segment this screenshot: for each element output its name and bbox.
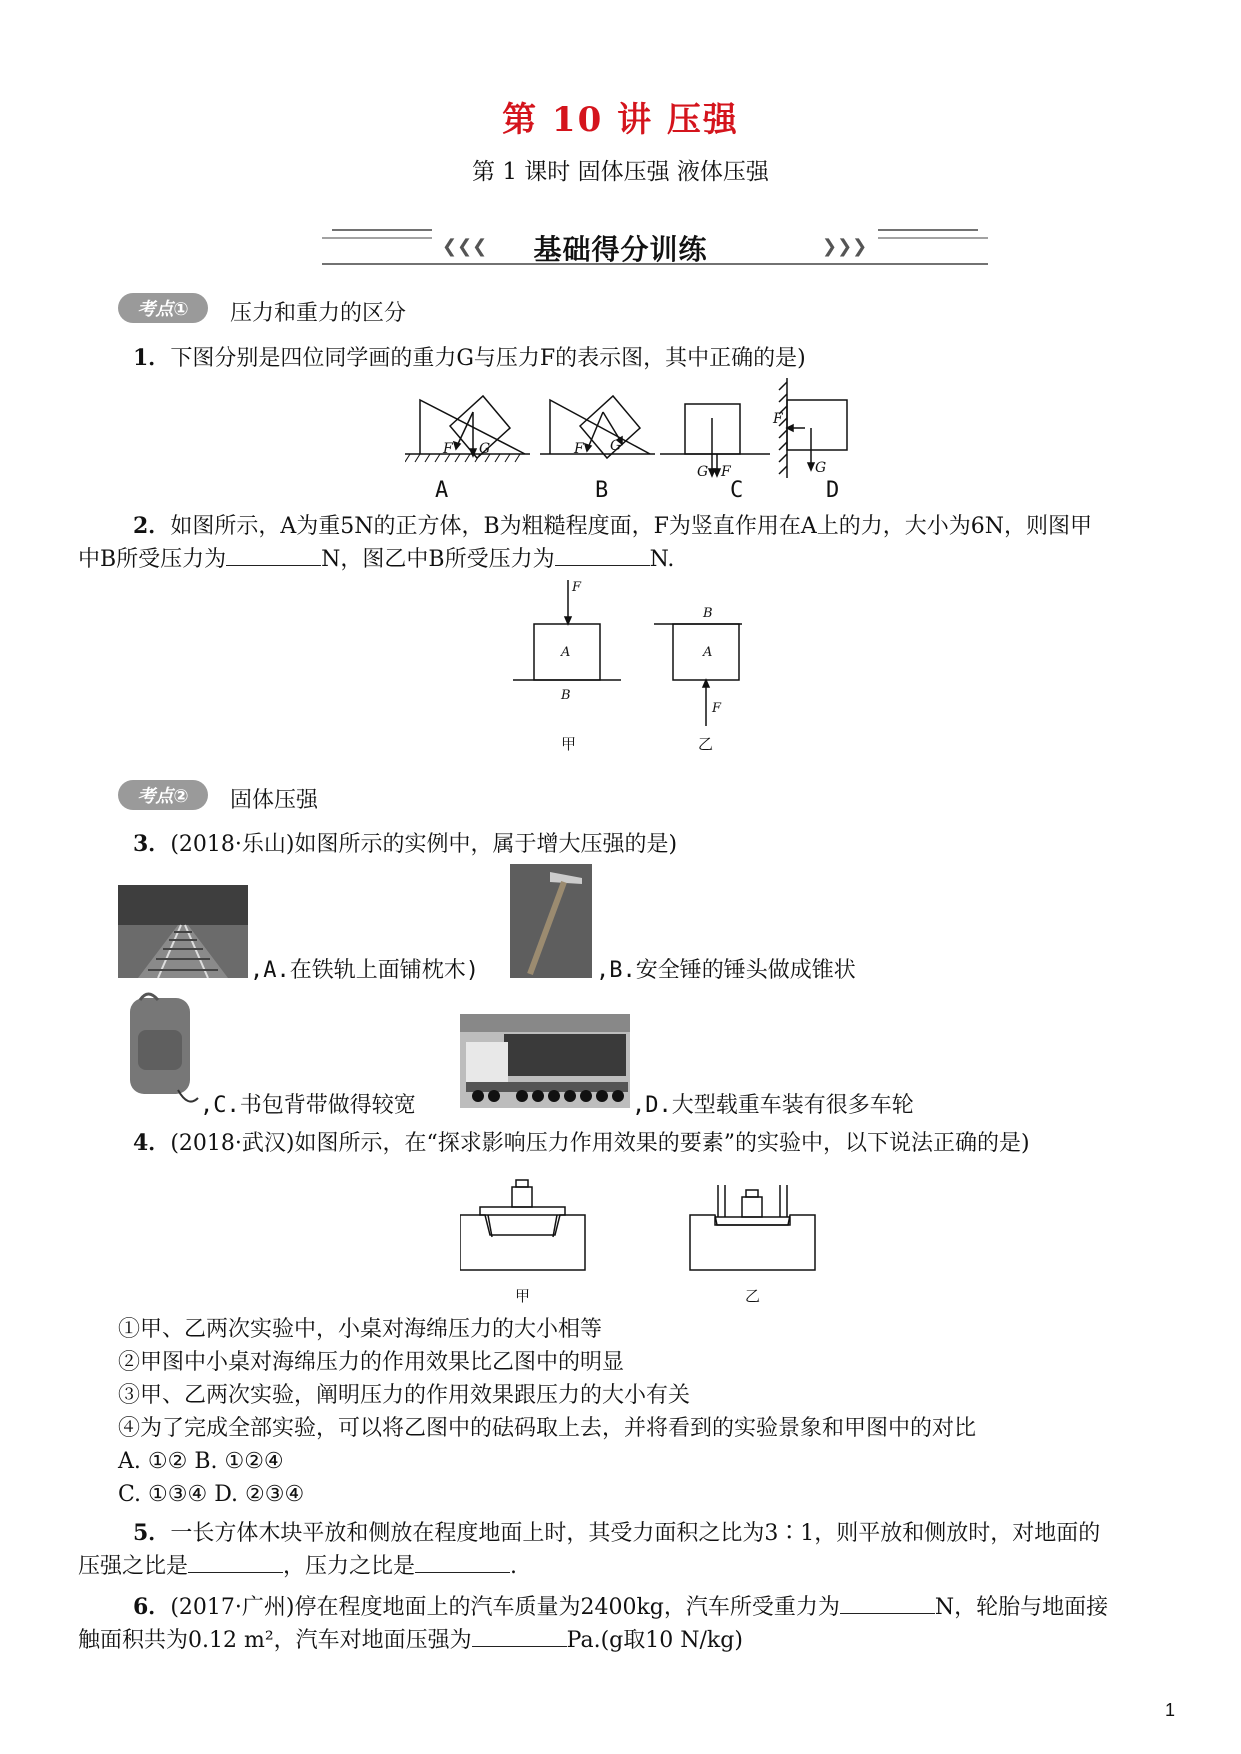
answer-blank[interactable] xyxy=(840,1593,935,1614)
question-6 xyxy=(133,1589,1193,1626)
lesson-subtitle: 第 1 课时 固体压强 液体压强 xyxy=(472,159,769,185)
fig-label-b: B xyxy=(561,688,571,703)
svg-text:❮❮❮: ❮❮❮ xyxy=(442,236,488,257)
question-2 xyxy=(133,508,1183,545)
q2-text-c: N. xyxy=(649,547,675,572)
q5-text-c: . xyxy=(510,1554,518,1579)
q6-text-b: N，轮胎与地面接 xyxy=(934,1595,1109,1620)
diagram-c xyxy=(660,404,770,480)
question-number: 1． xyxy=(133,345,171,371)
q4-statement-1: ①甲、乙两次实验中，小桌对海绵压力的大小相等 xyxy=(118,1317,603,1342)
svg-text:F: F xyxy=(574,441,584,457)
q4-statement-2: ②甲图中小桌对海绵压力的作用效果比乙图中的明显 xyxy=(118,1350,625,1375)
fig-label-a: A xyxy=(561,645,571,660)
svg-text:G: G xyxy=(479,441,491,457)
diagram-d xyxy=(772,378,847,478)
fig-label-f2: F xyxy=(712,701,722,716)
q3-option-c: ,C.书包背带做得较宽 xyxy=(200,1093,416,1118)
section-badge-2: 考点② xyxy=(118,780,208,810)
question-2-line2 xyxy=(78,542,674,578)
q1-force-diagrams xyxy=(405,378,885,498)
question-text: 一长方体木块平放和侧放在程度地面上时，其受力面积之比为3∶1，则平放和侧放时，对地面的 xyxy=(170,1521,1101,1546)
section-badge-1: 考点① xyxy=(118,293,208,323)
answer-blank[interactable] xyxy=(555,545,650,566)
fig-caption-yi: 乙 xyxy=(698,735,714,753)
q4-options-ab: A. ①② B. ①②④ xyxy=(118,1449,284,1474)
q5-text-b: ，压力之比是 xyxy=(283,1554,416,1579)
q6-text-c: 触面积共为0.12 m²，汽车对地面压强为 xyxy=(78,1628,472,1653)
diagram-a xyxy=(405,396,530,462)
lecture-title: 第 10 讲 压强 xyxy=(502,100,739,140)
q4-diagram xyxy=(460,1165,820,1275)
fig-label-b2: B xyxy=(703,606,713,621)
question-3 xyxy=(133,826,677,863)
answer-blank[interactable] xyxy=(226,545,321,566)
option-label-c: C xyxy=(730,478,744,503)
fig-caption-yi: 乙 xyxy=(745,1287,761,1305)
answer-blank[interactable] xyxy=(472,1626,567,1647)
hammer-photo xyxy=(510,864,592,978)
q4-options-cd: C. ①③④ D. ②③④ xyxy=(118,1482,305,1507)
railway-photo xyxy=(118,885,248,978)
question-number: 5． xyxy=(133,1520,171,1546)
banner-title: 基础得分训练 xyxy=(533,233,708,266)
question-text: (2018·武汉)如图所示，在“探求影响压力作用效果的要素”的实验中，以下说法正确的是) xyxy=(170,1131,1030,1156)
svg-text:F: F xyxy=(773,411,783,427)
question-5-line2 xyxy=(78,1549,517,1585)
section-title-2: 固体压强 xyxy=(230,788,319,813)
question-text: 下图分别是四位同学画的重力G与压力F的表示图，其中正确的是) xyxy=(170,346,806,371)
question-1 xyxy=(133,340,806,377)
fig-caption-jia: 甲 xyxy=(515,1287,531,1305)
question-4 xyxy=(133,1125,1030,1162)
svg-text:F: F xyxy=(721,464,731,480)
question-text: 如图所示，A为重5N的正方体，B为粗糙程度面，F为竖直作用在A上的力，大小为6N，则图甲 xyxy=(170,514,1093,539)
q4-statement-4: ④为了完成全部实验，可以将乙图中的砝码取上去，并将看到的实验景象和甲图中的对比 xyxy=(118,1416,977,1441)
q6-text-d: Pa.(g取10 N/kg) xyxy=(566,1628,743,1653)
question-number: 3． xyxy=(133,831,171,857)
diagram-b xyxy=(540,396,655,458)
option-label-b: B xyxy=(595,478,609,503)
fig-caption-jia: 甲 xyxy=(561,735,577,753)
q3-option-a: ,A.在铁轨上面铺枕木) xyxy=(250,958,479,983)
svg-text:G: G xyxy=(610,438,622,454)
question-6-line2 xyxy=(78,1623,743,1659)
option-label-d: D xyxy=(826,478,840,503)
q2-diagram xyxy=(510,578,810,758)
q2-text-b: N，图乙中B所受压力为 xyxy=(321,547,555,572)
question-text: (2018·乐山)如图所示的实例中，属于增大压强的是) xyxy=(170,832,678,857)
q3-option-d: ,D.大型载重车装有很多车轮 xyxy=(632,1093,914,1118)
svg-text:❯❯❯: ❯❯❯ xyxy=(822,236,868,257)
svg-text:F: F xyxy=(443,441,453,457)
q3-option-b: ,B.安全锤的锤头做成锥状 xyxy=(596,958,856,983)
answer-blank[interactable] xyxy=(188,1552,283,1573)
backpack-photo xyxy=(118,990,203,1108)
page-number: 1 xyxy=(1164,1700,1175,1720)
fig-label-a2: A xyxy=(703,645,713,660)
svg-text:G: G xyxy=(815,460,827,476)
section-title-1: 压力和重力的区分 xyxy=(230,301,407,326)
answer-blank[interactable] xyxy=(415,1552,510,1573)
question-number: 6． xyxy=(133,1594,171,1620)
svg-text:G: G xyxy=(697,464,709,480)
option-label-a: A xyxy=(435,478,449,503)
q6-text-a: (2017·广州)停在程度地面上的汽车质量为2400kg，汽车所受重力为 xyxy=(170,1595,840,1620)
truck-photo xyxy=(460,1014,630,1108)
q5-text-a: 压强之比是 xyxy=(78,1554,189,1579)
question-5 xyxy=(133,1515,1183,1552)
fig-label-f: F xyxy=(572,580,582,595)
question-number: 2． xyxy=(133,513,171,539)
question-number: 4． xyxy=(133,1130,171,1156)
q4-statement-3: ③甲、乙两次实验，阐明压力的作用效果跟压力的大小有关 xyxy=(118,1383,691,1408)
q2-text-a: 中B所受压力为 xyxy=(78,547,227,572)
